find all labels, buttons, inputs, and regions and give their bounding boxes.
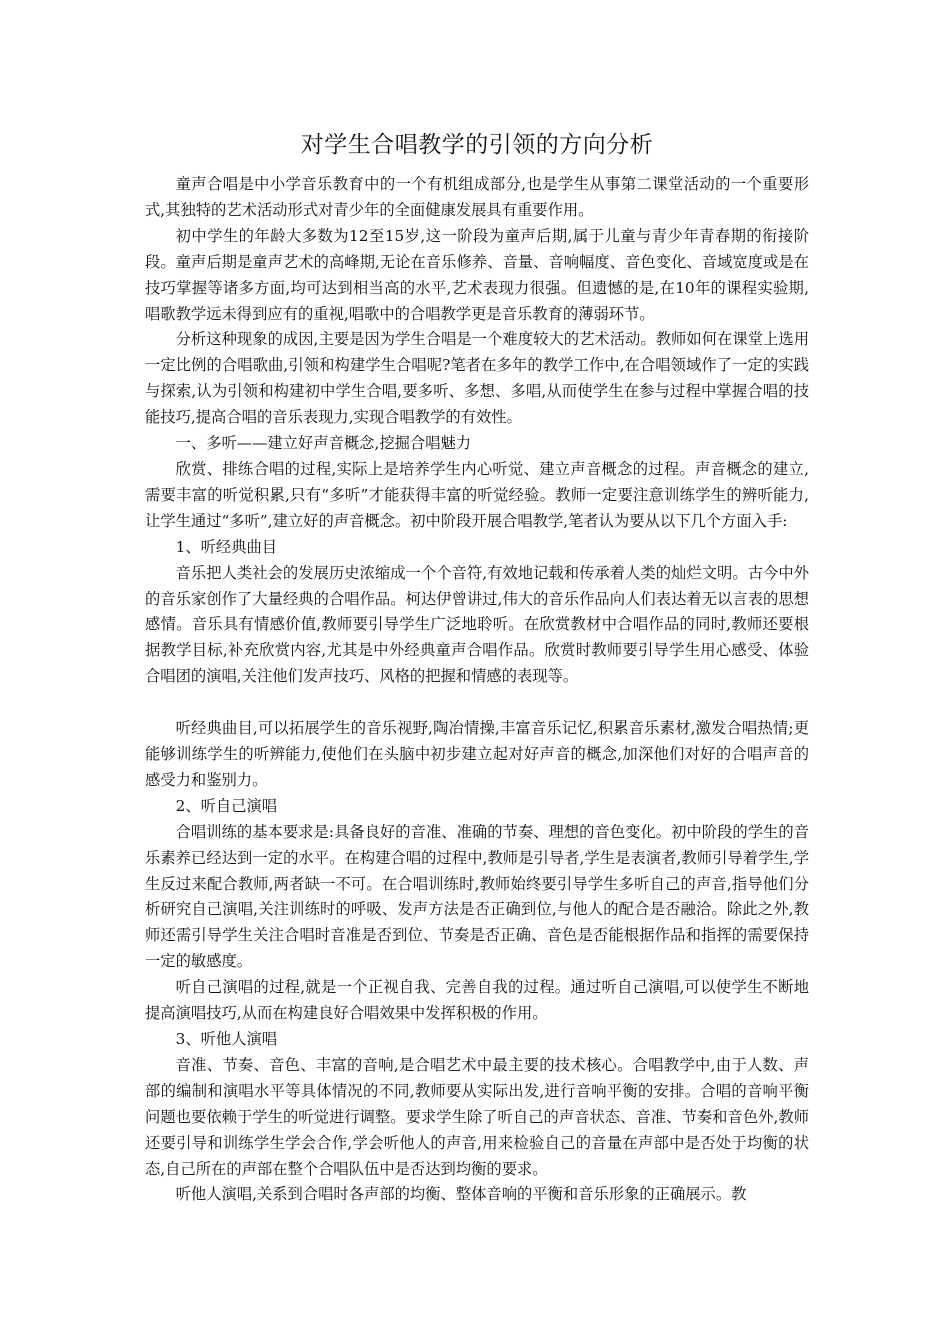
paragraph-others-singing: 听他人演唱,关系到合唱时各声部的均衡、整体音响的平衡和音乐形象的正确展示。教: [175, 1185, 747, 1204]
document-title: 对学生合唱教学的引领的方向分析: [300, 132, 654, 158]
document-page: [145, 128, 809, 1208]
paragraph-self-improvement: 听自己演唱的过程,就是一个正视自我、完善自我的过程。通过听自己演唱,可以使学生不断地提高演唱技巧,从而在构建良好合唱效果中发挥积极的作用。: [145, 978, 809, 1023]
paragraph-listening-process: 欣赏、排练合唱的过程,实际上是培养学生内心听觉、建立声音概念的过程。声音概念的建立,需要丰富的听觉积累,只有“多听”才能获得丰富的听觉经验。教师一定要注意训练学生的辨听能力,让学生通过“多听”,建立好的声音概念。初中阶段开展合唱教学,笔者认为要从以下几个方面入手:: [145, 459, 809, 530]
paragraph-cause-analysis: 分析这种现象的成因,主要是因为学生合唱是一个难度较大的艺术活动。教师如何在课堂上选用一定比例的合唱歌曲,引领和构建学生合唱呢?笔者在多年的教学工作中,在合唱领域作了一定的实践与探索,认为引领和构建初中学生合唱,要多听、多想、多唱,从而使学生在参与过程中掌握合唱的技能技巧,提高合唱的音乐表现力,实现合唱教学的有效性。: [145, 330, 809, 427]
paragraph-age-stage: 初中学生的年龄大多数为12至15岁,这一阶段为童声后期,属于儿童与青少年青春期的衔接阶段。童声后期是童声艺术的高峰期,无论在音乐修养、音量、音响幅度、音色变化、音域宽度或是在技巧掌握等诸多方面,均可达到相当高的水平,艺术表现力很强。但遗憾的是,在10年的课程实验期,唱歌教学远未得到应有的重视,唱歌中的合唱教学更是音乐教育的薄弱环节。: [145, 226, 809, 323]
paragraph-classic-works: 音乐把人类社会的发展历史浓缩成一个个音符,有效地记载和传承着人类的灿烂文明。古今中外的音乐家创作了大量经典的合唱作品。柯达伊曾讲过,伟大的音乐作品向人们表达着无以言表的思想感情。音乐具有情感价值,教师要引导学生广泛地聆听。在欣赏教材中合唱作品的同时,教师还要根据教学目标,补充欣赏内容,尤其是中外经典童声合唱作品。欣赏时教师要引导学生用心感受、体验合唱团的演唱,关注他们发声技巧、风格的把握和情感的表现等。: [145, 563, 809, 686]
paragraph-intro: 童声合唱是中小学音乐教育中的一个有机组成部分,也是学生从事第二课堂活动的一个重要形式,其独特的艺术活动形式对青少年的全面健康发展具有重要作用。: [145, 175, 809, 219]
paragraph-classic-benefits: 听经典曲目,可以拓展学生的音乐视野,陶冶情操,丰富音乐记忆,积累音乐素材,激发合唱热情;更能够训练学生的听辨能力,使他们在头脑中初步建立起对好声音的概念,加深他们对好的合唱声音的感受力和鉴别力。: [145, 719, 809, 789]
subheading-self-singing: 2、听自己演唱: [175, 796, 278, 815]
paragraph-sound-balance: 音准、节奏、音色、丰富的音响,是合唱艺术中最主要的技术核心。合唱教学中,由于人数、声部的编制和演唱水平等具体情况的不同,教师要从实际出发,进行音响平衡的安排。合唱的音响平衡问题也要依赖于学生的听觉进行调整。要求学生除了听自己的声音状态、音准、节奏和音色外,教师还要引导和训练学生学会合作,学会听他人的声音,用来检验自己的音量在声部中是否处于均衡的状态,自己所在的声部在整个合唱队伍中是否达到均衡的要求。: [145, 1055, 809, 1178]
paragraph-self-singing: 合唱训练的基本要求是:具备良好的音准、准确的节奏、理想的音色变化。初中阶段的学生的音乐素养已经达到一定的水平。在构建合唱的过程中,教师是引导者,学生是表演者,教师引导着学生,学生反过来配合教师,两者缺一不可。在合唱训练时,教师始终要引导学生多听自己的声音,指导他们分析研究自己演唱,关注训练时的呼吸、发声方法是否正确到位,与他人的配合是否融洽。除此之外,教师还需引导学生关注合唱时音准是否到位、节奏是否正确、音色是否能根据作品和指挥的需要保持一定的敏感度。: [145, 822, 809, 971]
subheading-classic-works: 1、听经典曲目: [175, 537, 278, 556]
blank-line: [145, 690, 809, 716]
section-heading-listen-more: 一、多听——建立好声音概念,挖掘合唱魅力: [175, 434, 472, 453]
subheading-others-singing: 3、听他人演唱: [175, 1030, 278, 1048]
